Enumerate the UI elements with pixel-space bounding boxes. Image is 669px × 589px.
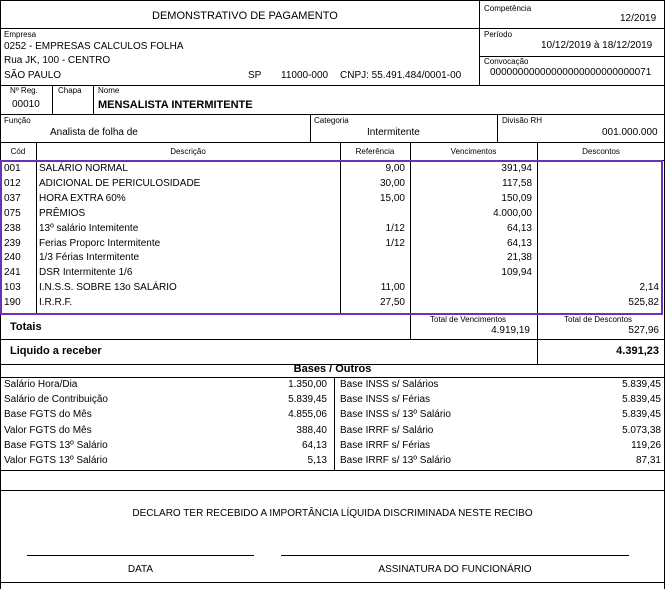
competencia-value: 12/2019 <box>620 13 657 24</box>
data-label: DATA <box>127 564 154 575</box>
bases-value: 5.839,45 <box>622 394 661 406</box>
bases-value: 87,31 <box>635 455 661 466</box>
total-vencimentos-value: 4.919,19 <box>491 325 530 336</box>
cell-descricao: DSR Intermitente 1/6 <box>39 267 133 279</box>
cnpj-value: CNPJ: 55.491.484/0001-00 <box>340 70 462 81</box>
cell-descricao: 1/3 Férias Intermitente <box>39 252 140 264</box>
bases-value: 4.855,06 <box>288 409 327 421</box>
endereco-value: Rua JK, 100 - CENTRO <box>4 55 111 66</box>
bases-label: Valor FGTS do Mês <box>4 424 92 436</box>
empresa-label: Empresa <box>4 30 37 39</box>
bases-value: 5,13 <box>307 455 327 466</box>
nome-label: Nome <box>98 86 120 95</box>
categoria-label: Categoria <box>314 116 349 125</box>
cell-descricao: HORA EXTRA 60% <box>39 192 126 204</box>
divisao-label: Divisão RH <box>502 116 543 125</box>
cell-descontos: 2,14 <box>639 282 659 294</box>
col-header-descontos: Descontos <box>582 147 620 156</box>
cell-cod: 103 <box>4 282 21 294</box>
cell-vencimentos: 391,94 <box>501 163 532 174</box>
bases-value: 5.839,45 <box>622 409 661 421</box>
cell-descricao: PRÊMIOS <box>39 207 86 219</box>
nreg-label: Nº Reg. <box>10 86 38 95</box>
bases-value: 119,26 <box>631 439 661 451</box>
cell-vencimentos: 4.000,00 <box>493 207 532 219</box>
cell-vencimentos: 117,58 <box>502 177 532 189</box>
cell-referencia: 15,00 <box>379 192 405 204</box>
totais-label: Totais <box>10 321 42 333</box>
cell-cod: 238 <box>4 222 21 234</box>
bases-value: 64,13 <box>301 439 327 451</box>
data-signature-line <box>27 555 254 556</box>
col-header-referencia: Referência <box>355 147 395 156</box>
cell-cod: 239 <box>4 237 21 249</box>
bases-label: Base IRRF s/ Salário <box>340 424 434 436</box>
cell-referencia: 30,00 <box>379 177 405 189</box>
total-descontos-label: Total de Descontos <box>564 315 633 324</box>
convocacao-value: 00000000000000000000000000071 <box>490 67 652 78</box>
col-header-vencimentos: Vencimentos <box>450 147 497 156</box>
cell-descontos: 525,82 <box>628 297 659 309</box>
periodo-label: Período <box>484 30 513 39</box>
declaracao-text: DECLARO TER RECEBIDO A IMPORTÂNCIA LÍQUIDA DISCRIMINADA NESTE RECIBO <box>132 508 533 519</box>
bases-label: Salário de Contribuição <box>4 394 108 406</box>
convocacao-label: Convocação <box>484 57 529 66</box>
total-vencimentos-label: Total de Vencimentos <box>430 315 507 324</box>
items-highlight <box>0 160 663 315</box>
funcao-label: Função <box>4 116 31 125</box>
liquido-value: 4.391,23 <box>616 345 659 357</box>
cell-cod: 190 <box>4 297 21 309</box>
cell-referencia: 9,00 <box>385 163 405 174</box>
funcao-value: Analista de folha de <box>50 127 138 138</box>
bases-value: 388,40 <box>296 424 327 436</box>
cell-vencimentos: 109,94 <box>501 267 532 279</box>
cell-referencia: 1/12 <box>385 222 405 234</box>
total-descontos-value: 527,96 <box>628 325 659 336</box>
cell-descricao: I.N.S.S. SOBRE 13o SALÁRIO <box>39 282 177 294</box>
cell-descricao: I.R.R.F. <box>39 297 73 309</box>
competencia-label: Competência <box>484 4 532 13</box>
bases-label: Valor FGTS 13º Salário <box>4 455 108 466</box>
nreg-value: 00010 <box>12 99 40 110</box>
chapa-label: Chapa <box>58 86 82 95</box>
bases-value: 5.839,45 <box>622 379 661 390</box>
page-title: DEMONSTRATIVO DE PAGAMENTO <box>152 10 338 22</box>
assinatura-signature-line <box>281 555 629 556</box>
categoria-value: Intermitente <box>367 127 420 138</box>
nome-value: MENSALISTA INTERMITENTE <box>98 99 253 111</box>
bases-label: Base INSS s/ Salários <box>340 379 439 390</box>
cep-value: 11000-000 <box>281 70 329 81</box>
cell-descricao: SALÁRIO NORMAL <box>39 163 128 174</box>
bases-label: Base INSS s/ 13º Salário <box>340 409 451 421</box>
bases-title: Bases / Outros <box>293 363 372 375</box>
col-header-cod: Cód <box>10 147 26 156</box>
bases-label: Base INSS s/ Férias <box>340 394 431 406</box>
cell-descricao: ADICIONAL DE PERICULOSIDADE <box>39 177 201 189</box>
cell-vencimentos: 150,09 <box>501 192 532 204</box>
empresa-value: 0252 - EMPRESAS CALCULOS FOLHA <box>4 41 184 52</box>
bases-label: Salário Hora/Dia <box>4 379 78 390</box>
cell-cod: 241 <box>4 267 21 279</box>
cidade-value: SÃO PAULO <box>4 70 62 81</box>
bases-value: 5.073,38 <box>622 424 661 436</box>
cell-cod: 001 <box>4 163 21 174</box>
periodo-value: 10/12/2019 à 18/12/2019 <box>541 40 653 51</box>
cell-cod: 075 <box>4 207 21 219</box>
col-header-descricao: Descrição <box>170 147 206 156</box>
cell-referencia: 11,00 <box>380 282 405 294</box>
bases-label: Base FGTS 13º Salário <box>4 439 108 451</box>
cell-referencia: 1/12 <box>385 237 405 249</box>
bases-value: 1.350,00 <box>288 379 327 390</box>
divisao-value: 001.000.000 <box>602 127 658 138</box>
cell-vencimentos: 64,13 <box>506 222 532 234</box>
cell-cod: 012 <box>4 177 21 189</box>
liquido-label: Liquido a receber <box>10 345 102 357</box>
assinatura-label: ASSINATURA DO FUNCIONÁRIO <box>378 564 532 575</box>
cell-descricao: Ferias Proporc Intermitente <box>39 237 161 249</box>
cell-cod: 037 <box>4 192 21 204</box>
bases-label: Base IRRF s/ 13º Salário <box>340 455 451 466</box>
cell-descricao: 13º salário Intemitente <box>39 222 139 234</box>
bases-label: Base FGTS do Mês <box>4 409 92 421</box>
bases-label: Base IRRF s/ Férias <box>340 439 431 451</box>
cell-vencimentos: 64,13 <box>506 237 532 249</box>
cell-vencimentos: 21,38 <box>506 252 532 264</box>
cell-cod: 240 <box>4 252 21 264</box>
cell-referencia: 27,50 <box>379 297 405 309</box>
bases-value: 5.839,45 <box>288 394 327 406</box>
uf-value: SP <box>248 70 262 81</box>
